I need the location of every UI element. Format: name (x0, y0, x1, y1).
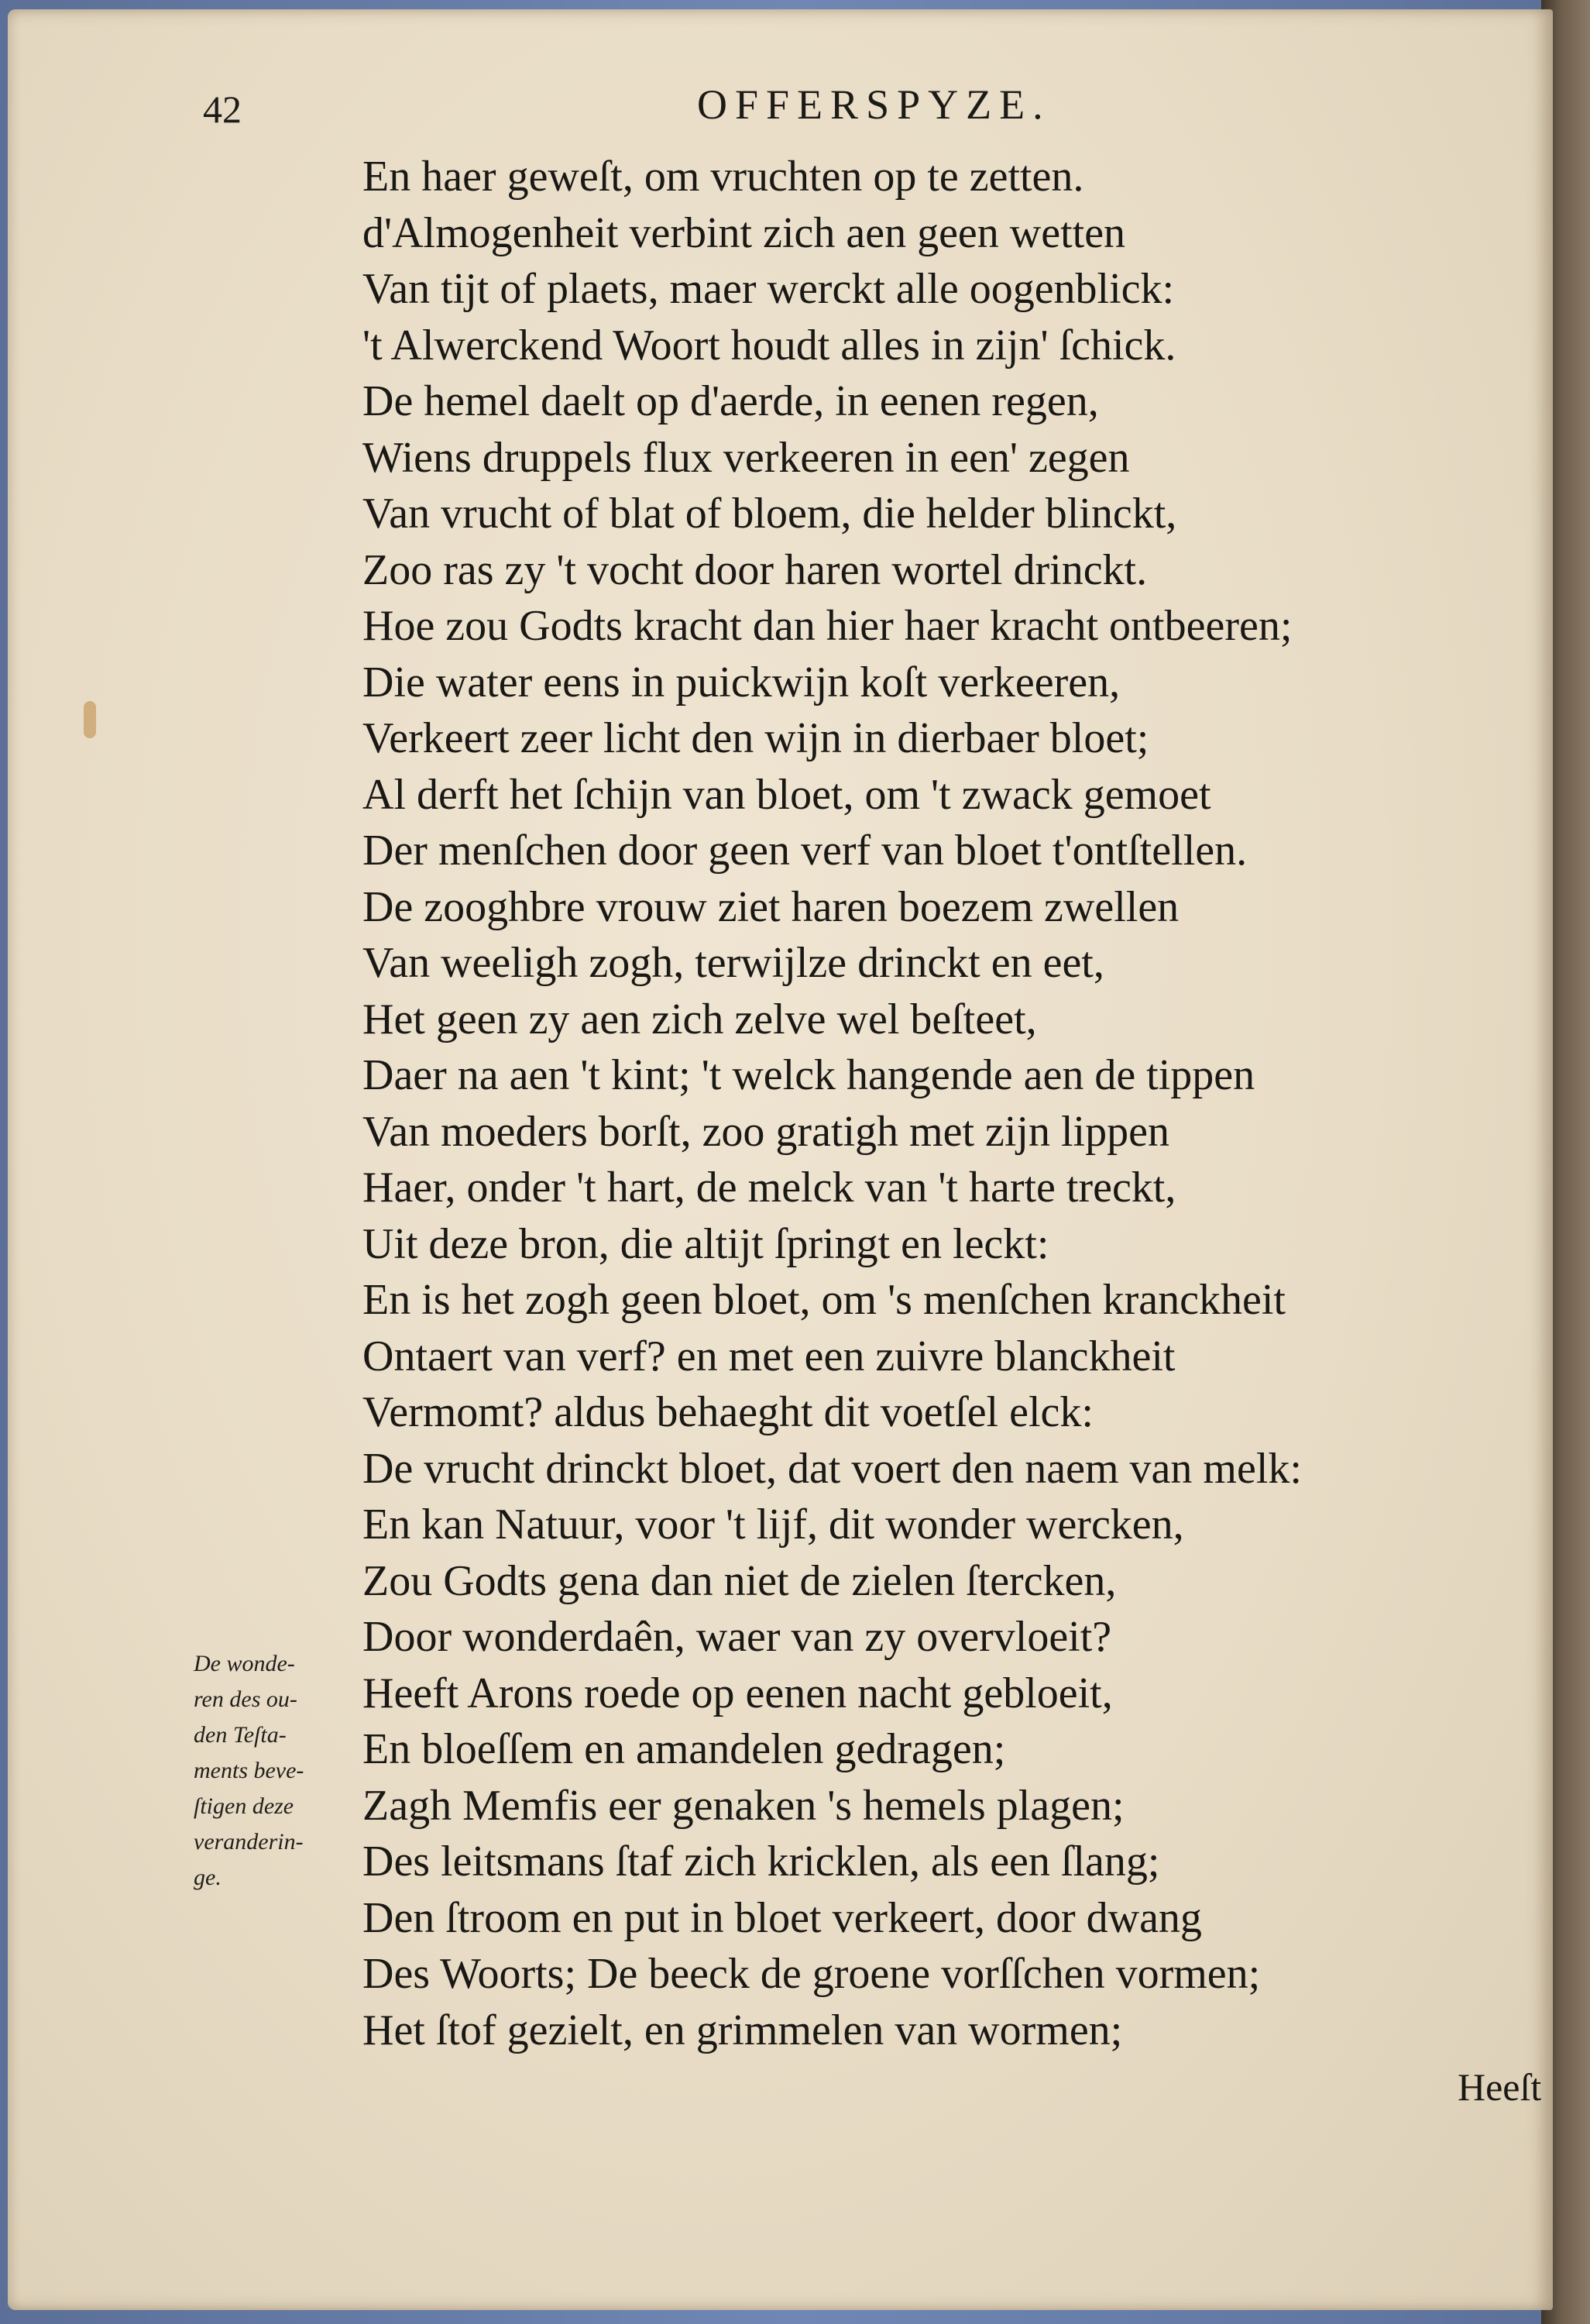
marginal-note-line: ments beve- (194, 1758, 304, 1783)
marginal-note-line: veranderin- (194, 1829, 304, 1855)
poem-line: Het geen zy aen zich zelve wel beſteet, (362, 995, 1037, 1043)
poem-line: Door wonderdaên, waer van zy overvloeit? (362, 1613, 1112, 1661)
poem-line: 't Alwerckend Woort houdt alles in zijn' ſchick. (362, 321, 1176, 370)
poem-line: Uit deze bron, die altijt ſpringt en leckt: (362, 1219, 1049, 1268)
poem-line: En is het zogh geen bloet, om 's menſchen kranckheit (362, 1276, 1286, 1324)
poem-line: Van moeders borſt, zoo gratigh met zijn lippen (362, 1107, 1169, 1156)
poem-line: Der menſchen door geen verf van bloet t'ontſtellen. (362, 827, 1248, 875)
poem-line: Des leitsmans ſtaf zich kricklen, als een ſlang; (362, 1838, 1160, 1886)
marginal-note-line: ge. (194, 1865, 222, 1890)
poem-line: Al derft het ſchijn van bloet, om 't zwack gemoet (362, 770, 1211, 819)
poem-line: Vermomt? aldus behaeght dit voetſel elck: (362, 1388, 1094, 1436)
marginal-note-line: ſtigen deze (194, 1793, 294, 1819)
poem-line: De vrucht drinckt bloet, dat voert den naem van melk: (362, 1444, 1302, 1493)
poem-line: En bloeſſem en amandelen gedragen; (362, 1725, 1006, 1773)
poem-line: Zoo ras zy 't vocht door haren wortel drinckt. (362, 545, 1148, 594)
paper-stain (84, 701, 96, 738)
poem-line: De hemel daelt op d'aerde, in eenen regen, (362, 377, 1099, 425)
poem-text-block (362, 149, 1571, 2058)
poem-line: Daer na aen 't kint; 't welck hangende aen de tippen (362, 1051, 1255, 1099)
poem-line: Zagh Memfis eer genaken 's hemels plagen; (362, 1781, 1125, 1830)
poem-line: Zou Godts gena dan niet de zielen ſtercken, (362, 1556, 1117, 1605)
poem-line: Ontaert van verf? en met een zuivre blanckheit (362, 1332, 1176, 1380)
poem-line: Den ſtroom en put in bloet verkeert, door dwang (362, 1893, 1202, 1942)
marginal-note-line: den Teſta- (194, 1722, 287, 1748)
marginal-note (194, 1646, 360, 1896)
poem-line: De zooghbre vrouw ziet haren boezem zwellen (362, 882, 1180, 931)
poem-line: Die water eens in puickwijn koſt verkeeren, (362, 658, 1121, 706)
poem-line: Verkeert zeer licht den wijn in dierbaer bloet; (362, 714, 1149, 762)
poem-line: Van tijt of plaets, maer werckt alle oogenblick: (362, 265, 1175, 313)
poem-line: Van vrucht of blat of bloem, die helder blinckt, (362, 490, 1177, 538)
marginal-note-line: De wonde- (194, 1651, 295, 1676)
running-head: OFFERSPYZE. (697, 81, 1051, 128)
marginal-note-line: ren des ou- (194, 1686, 297, 1712)
poem-line: Heeft Arons roede op eenen nacht gebloeit, (362, 1669, 1113, 1717)
poem-line: Wiens druppels flux verkeeren in een' zegen (362, 433, 1130, 482)
poem-line: Haer, onder 't hart, de melck van 't harte treckt, (362, 1164, 1176, 1212)
poem-line: Des Woorts; De beeck de groene vorſſchen vormen; (362, 1950, 1261, 1998)
catchword: Heeſt (1458, 2065, 1542, 2109)
poem-line: En kan Natuur, voor 't lijf, dit wonder wercken, (362, 1501, 1184, 1549)
page-number: 42 (203, 88, 242, 131)
poem-line: Het ſtof gezielt, en grimmelen van wormen; (362, 2006, 1123, 2054)
poem-line: Van weeligh zogh, terwijlze drinckt en eet, (362, 939, 1104, 987)
poem-line: Hoe zou Godts kracht dan hier haer kracht ontbeeren; (362, 602, 1293, 650)
poem-line: d'Almogenheit verbint zich aen geen wetten (362, 208, 1126, 257)
poem-line: En haer geweſt, om vruchten op te zetten. (362, 153, 1084, 201)
